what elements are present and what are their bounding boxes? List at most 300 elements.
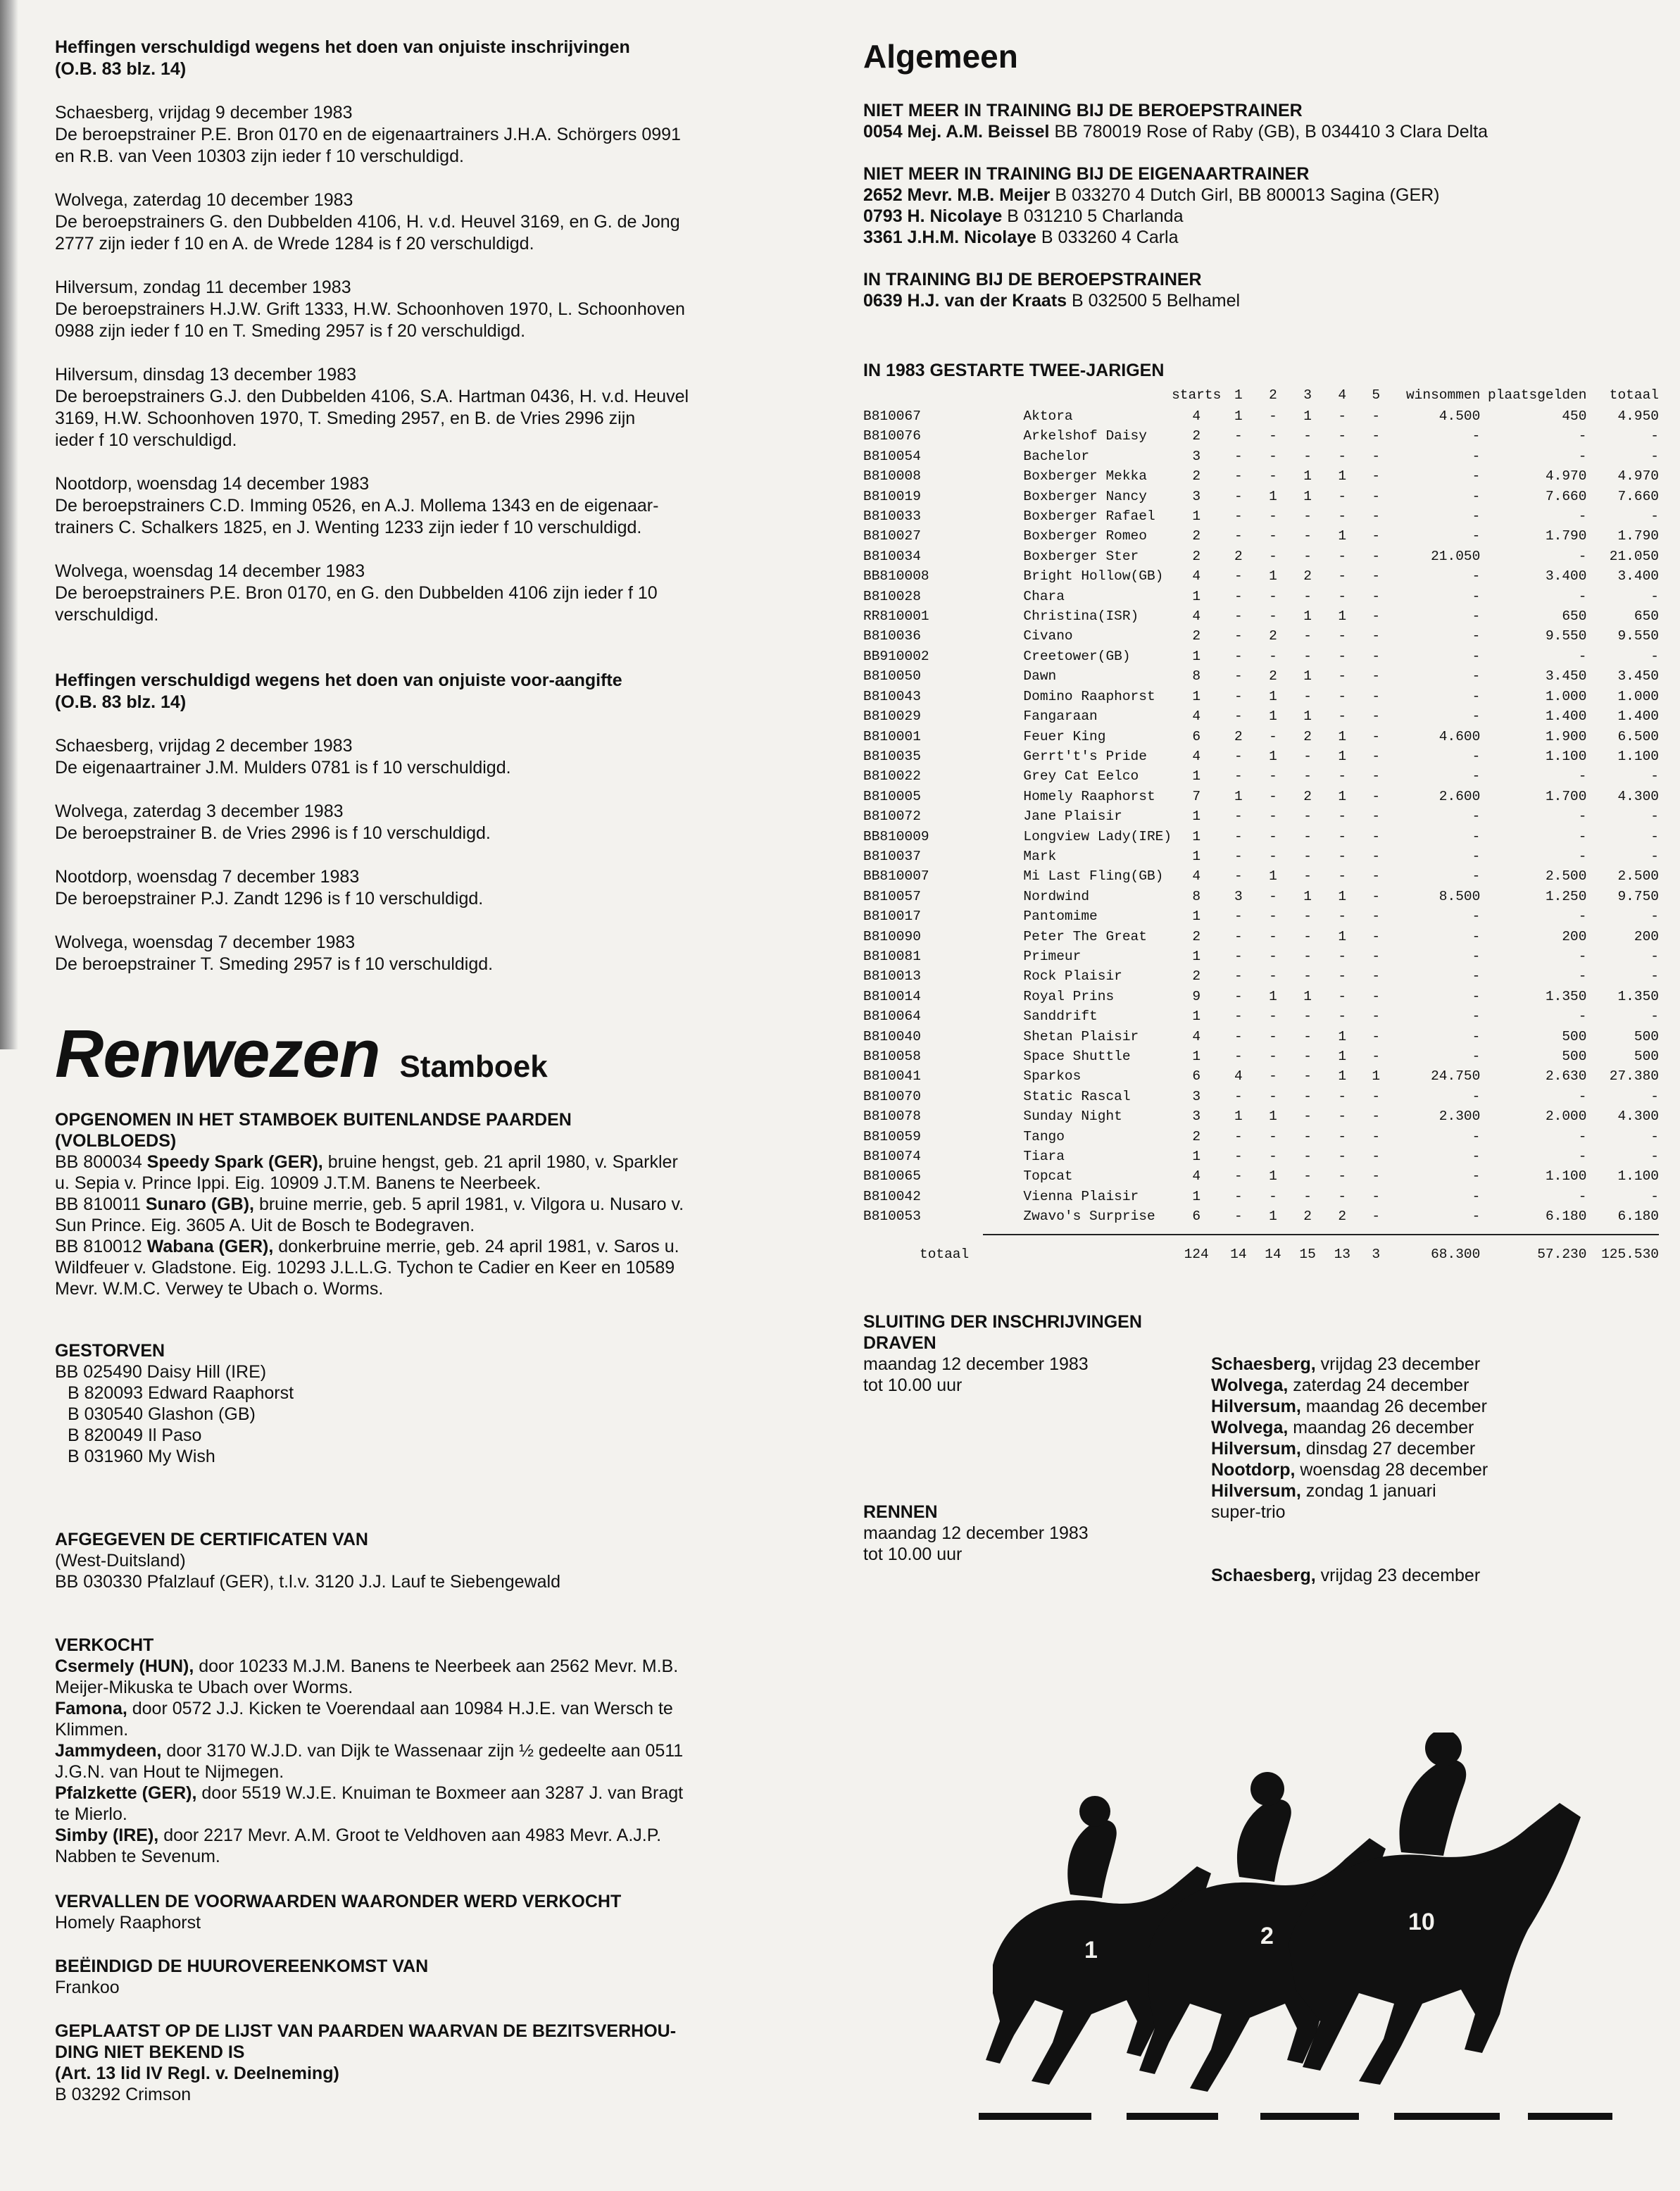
horses-silhouette-group (979, 1733, 1612, 2120)
cell-plaatsgelden: - (1578, 768, 1587, 785)
entry-id: BB 810011 (55, 1194, 141, 1214)
cell-p5: - (1372, 728, 1381, 744)
cell-plaatsgelden: 1.100 (1545, 1168, 1587, 1185)
cell-totaal: - (1650, 588, 1659, 604)
entry-date: Schaesberg, vrijdag 9 december 1983 (55, 103, 353, 123)
table-row (863, 747, 1659, 766)
cell-winsommen: - (1472, 1049, 1481, 1064)
cell-totaal: 2.500 (1617, 868, 1659, 885)
cell-winsommen: - (1472, 628, 1481, 644)
cell-p2: - (1269, 468, 1277, 485)
cell-p4: - (1338, 408, 1347, 424)
meeting-place: Hilversum, (1211, 1480, 1301, 1501)
cell-p5: - (1372, 748, 1381, 764)
cell-plaatsgelden: 2.630 (1545, 1068, 1587, 1085)
cell-name: Primeur (1023, 948, 1082, 964)
entry-line: 3169, H.W. Schoonhoven 1970, T. Smeding 2957, en B. de Vries 2996 zijn (55, 408, 636, 428)
cell-p3: - (1303, 968, 1312, 985)
cell-id: B810065 (863, 1168, 921, 1185)
cell-p5: - (1372, 1109, 1381, 1125)
ground-mark (1394, 2113, 1500, 2120)
cell-p5: - (1372, 968, 1381, 985)
cell-plaatsgelden: 450 (1562, 408, 1587, 424)
jockey-head (1250, 1772, 1284, 1806)
table-row (863, 1106, 1659, 1126)
cell-p4: - (1338, 668, 1347, 685)
cell-name: Static Rascal (1023, 1088, 1131, 1104)
cell-plaatsgelden: - (1578, 909, 1587, 925)
ground-mark (1127, 2113, 1218, 2120)
entry (55, 277, 836, 342)
cell-id: B810037 (863, 848, 921, 864)
cell-p5: - (1372, 488, 1381, 504)
cell-p5: - (1372, 709, 1381, 725)
cell-p1: - (1234, 428, 1243, 444)
cell-starts: 1 (1192, 1149, 1201, 1165)
cell-name: Mark (1023, 848, 1057, 864)
section-beeindigd (55, 1956, 836, 1998)
cell-totaal: 650 (1634, 608, 1659, 625)
saddle-number: 1 (1084, 1937, 1098, 1964)
entry-text: door 10233 M.J.M. Banens te Neerbeek aan 2562 Mevr. M.B. (199, 1656, 679, 1676)
cell-p1: 1 (1234, 408, 1243, 424)
cell-p1: - (1234, 988, 1243, 1004)
cell-name: Mi Last Fling(GB) (1023, 868, 1164, 885)
meeting-place: Schaesberg, (1211, 1565, 1316, 1585)
cell-totaal: - (1650, 968, 1659, 985)
gestorven-line: B 031960 My Wish (68, 1447, 215, 1466)
cell-p1: 2 (1234, 548, 1243, 564)
cell-winsommen: - (1472, 809, 1481, 825)
total-p4: 13 (1334, 1247, 1350, 1263)
col-header-totaal: totaal (1609, 387, 1659, 403)
entry-text: door 3170 W.J.D. van Dijk te Wassenaar zijn ½ gedeelte aan 0511 (166, 1741, 684, 1761)
cell-p3: - (1303, 948, 1312, 964)
cell-starts: 4 (1192, 1028, 1201, 1044)
cell-starts: 3 (1192, 448, 1201, 464)
cell-totaal: 7.660 (1617, 488, 1659, 504)
cell-plaatsgelden: 2.500 (1545, 868, 1587, 885)
cell-p5: - (1372, 1088, 1381, 1104)
cell-totaal: 1.400 (1617, 709, 1659, 725)
stamboek-entry (55, 1236, 836, 1257)
entry-id: BB 800034 (55, 1152, 142, 1172)
binding-shadow (0, 0, 18, 1049)
cell-id: B810036 (863, 628, 921, 644)
cell-plaatsgelden: - (1578, 828, 1587, 844)
cell-p1: - (1234, 628, 1243, 644)
cell-winsommen: - (1472, 428, 1481, 444)
entry-text: door 0572 J.J. Kicken te Voerendaal aan 10984 H.J.E. van Wersch te (132, 1699, 673, 1718)
cell-p5: - (1372, 1149, 1381, 1165)
cell-p4: - (1338, 548, 1347, 564)
meeting-line (1211, 1502, 1648, 1523)
cell-id: B810072 (863, 809, 921, 825)
cell-p3: - (1303, 1149, 1312, 1165)
cell-p1: - (1234, 848, 1243, 864)
cell-p2: - (1269, 1009, 1277, 1025)
total-p3: 15 (1299, 1247, 1316, 1263)
table-row (863, 587, 1659, 606)
meeting-place: Schaesberg, (1211, 1354, 1316, 1374)
cell-id: B810014 (863, 988, 921, 1004)
cell-winsommen: - (1472, 1028, 1481, 1044)
cell-p2: - (1269, 1088, 1277, 1104)
entry-line: De beroepstrainer P.J. Zandt 1296 is f 10 verschuldigd. (55, 889, 484, 909)
sluiting-right (1211, 1311, 1648, 1586)
cell-p5: - (1372, 528, 1381, 544)
entry (55, 364, 836, 451)
cell-p4: 1 (1338, 928, 1347, 944)
cell-p3: - (1303, 1128, 1312, 1144)
table-row (863, 626, 1659, 646)
cell-p2: - (1269, 809, 1277, 825)
section-gestorven (55, 1340, 836, 1467)
cell-p5: - (1372, 508, 1381, 525)
cell-name: Fangaraan (1023, 709, 1098, 725)
cell-starts: 6 (1192, 728, 1201, 744)
horse-name: Pfalzkette (GER), (55, 1783, 197, 1803)
table-row (863, 787, 1659, 806)
cell-p4: 1 (1338, 1049, 1347, 1064)
cell-winsommen: - (1472, 1149, 1481, 1165)
entry-line: trainers C. Schalkers 1825, en J. Wenting 1233 zijn ieder f 10 verschuldigd. (55, 518, 642, 537)
entry-name: Wabana (GER), (146, 1237, 274, 1256)
meeting-place: Nootdorp, (1211, 1459, 1296, 1480)
entry (55, 473, 836, 539)
draven-title: DRAVEN (863, 1332, 936, 1353)
cell-name: Bright Hollow(GB) (1023, 568, 1164, 585)
section-geplaatst (55, 2021, 836, 2105)
meeting-place: Wolvega, (1211, 1375, 1289, 1395)
cell-p5: - (1372, 1188, 1381, 1204)
cell-name: Feuer King (1023, 728, 1106, 744)
horses-text: B 033270 4 Dutch Girl, BB 800013 Sagina (GER) (1055, 185, 1440, 205)
cell-totaal: 1.100 (1617, 1168, 1659, 1185)
cell-totaal: - (1650, 648, 1659, 664)
block-line (863, 185, 1659, 206)
cell-totaal: 3.400 (1617, 568, 1659, 585)
cell-p4: - (1338, 448, 1347, 464)
section-vervallen (55, 1891, 836, 1933)
cell-p2: - (1269, 928, 1277, 944)
cell-id: B810067 (863, 408, 921, 424)
cell-name: Rock Plaisir (1023, 968, 1122, 985)
cell-id: BB810008 (863, 568, 929, 585)
total-totaal: 125.530 (1601, 1247, 1659, 1263)
draven-date: maandag 12 december 1983 (863, 1354, 1089, 1374)
cell-p4: - (1338, 488, 1347, 504)
cell-p2: - (1269, 948, 1277, 964)
cell-p5: - (1372, 448, 1381, 464)
cell-p4: - (1338, 848, 1347, 864)
cell-p3: - (1303, 828, 1312, 844)
cell-winsommen: - (1472, 748, 1481, 764)
cell-totaal: 3.450 (1617, 668, 1659, 685)
cell-p2: 1 (1269, 1168, 1277, 1185)
cell-totaal: 500 (1634, 1049, 1659, 1064)
cell-p3: - (1303, 868, 1312, 885)
section-title-cont: (VOLBLOEDS) (55, 1131, 177, 1151)
cell-p5: 1 (1372, 1068, 1381, 1085)
total-id: totaal (920, 1247, 970, 1263)
cell-id: B810005 (863, 788, 921, 804)
cell-id: B810028 (863, 588, 921, 604)
algemeen-title: Algemeen (863, 38, 1018, 75)
cell-id: BB810009 (863, 828, 929, 844)
cell-p2: 2 (1269, 628, 1277, 644)
entry-text: donkerbruine merrie, geb. 24 april 1981, v. Saros u. (278, 1237, 679, 1256)
verkocht-line: J.G.N. van Hout te Nijmegen. (55, 1762, 284, 1782)
horses-text: B 032500 5 Belhamel (1072, 291, 1241, 311)
cell-totaal: - (1650, 1128, 1659, 1144)
entry-date: Wolvega, woensdag 14 december 1983 (55, 561, 365, 581)
cell-name: Civano (1023, 628, 1073, 644)
cell-id: B810035 (863, 748, 921, 764)
cell-totaal: - (1650, 809, 1659, 825)
cell-plaatsgelden: 3.450 (1545, 668, 1587, 685)
entry (55, 866, 836, 910)
cell-starts: 1 (1192, 688, 1201, 704)
cell-winsommen: 8.500 (1438, 888, 1481, 904)
cell-p4: - (1338, 809, 1347, 825)
cell-p3: - (1303, 448, 1312, 464)
meeting-date: zaterdag 24 december (1293, 1375, 1469, 1395)
cell-starts: 4 (1192, 568, 1201, 585)
cell-plaatsgelden: 200 (1562, 928, 1587, 944)
entry-date: Nootdorp, woensdag 7 december 1983 (55, 867, 360, 887)
cell-name: Topcat (1023, 1168, 1073, 1185)
entry-text: bruine merrie, geb. 5 april 1981, v. Vilgora u. Nusaro v. (258, 1194, 684, 1214)
table-total-row (863, 1227, 1659, 1268)
jockey-silhouette (1399, 1760, 1466, 1856)
cell-p4: - (1338, 709, 1347, 725)
cell-p1: - (1234, 1009, 1243, 1025)
table-row (863, 947, 1659, 966)
afgegeven-line: BB 030330 Pfalzlauf (GER), t.l.v. 3120 J.J. Lauf te Siebengewald (55, 1572, 561, 1592)
cell-name: Sanddrift (1023, 1009, 1098, 1025)
cell-p1: - (1234, 1028, 1243, 1044)
cell-id: B810058 (863, 1049, 921, 1064)
section-title: GEPLAATST OP DE LIJST VAN PAARDEN WAARVAN DE BEZITSVERHOU- (55, 2021, 677, 2041)
cell-p2: 1 (1269, 988, 1277, 1004)
meeting-line (1211, 1396, 1648, 1417)
cell-winsommen: - (1472, 928, 1481, 944)
cell-winsommen: - (1472, 988, 1481, 1004)
cell-p1: - (1234, 688, 1243, 704)
cell-totaal: - (1650, 768, 1659, 785)
entry-line: De beroepstrainers G.J. den Dubbelden 4106, S.A. Hartman 0436, H. v.d. Heuvel (55, 387, 689, 406)
cell-p4: 1 (1338, 608, 1347, 625)
meeting-line (1211, 1417, 1648, 1438)
verkocht-line: Nabben te Sevenum. (55, 1847, 220, 1866)
cell-p4: - (1338, 568, 1347, 585)
table-header-row (863, 384, 1659, 406)
cell-plaatsgelden: - (1578, 508, 1587, 525)
col-header-2: 2 (1269, 387, 1277, 403)
meeting-line (1211, 1459, 1648, 1480)
cell-id: B810019 (863, 488, 921, 504)
cell-p2: 1 (1269, 568, 1277, 585)
cell-p3: - (1303, 809, 1312, 825)
cell-name: Boxberger Mekka (1023, 468, 1147, 485)
cell-winsommen: - (1472, 688, 1481, 704)
cell-starts: 1 (1192, 508, 1201, 525)
cell-name: Creetower(GB) (1023, 648, 1131, 664)
sluiting-section (863, 1311, 1652, 1607)
cell-name: Dawn (1023, 668, 1057, 685)
col-header-winsommen: winsommen (1405, 387, 1481, 403)
meeting-line (1211, 1438, 1648, 1459)
cell-p5: - (1372, 788, 1381, 804)
cell-p2: - (1269, 968, 1277, 985)
cell-p5: - (1372, 468, 1381, 485)
table-row (863, 1206, 1659, 1226)
cell-starts: 7 (1192, 788, 1201, 804)
meeting-date: dinsdag 27 december (1305, 1438, 1476, 1459)
cell-p4: - (1338, 588, 1347, 604)
cell-p4: - (1338, 948, 1347, 964)
cell-p2: - (1269, 848, 1277, 864)
cell-winsommen: - (1472, 608, 1481, 625)
cell-winsommen: - (1472, 528, 1481, 544)
cell-id: B810033 (863, 508, 921, 525)
table-row (863, 966, 1659, 986)
entry-date: Nootdorp, woensdag 14 december 1983 (55, 474, 370, 494)
table-row (863, 647, 1659, 666)
cell-p3: - (1303, 1109, 1312, 1125)
cell-p2: 1 (1269, 868, 1277, 885)
cell-p4: - (1338, 909, 1347, 925)
cell-p2: - (1269, 548, 1277, 564)
cell-winsommen: - (1472, 668, 1481, 685)
cell-starts: 1 (1192, 1188, 1201, 1204)
cell-p5: - (1372, 1209, 1381, 1225)
sluiting-left (863, 1311, 1208, 1565)
table-body (863, 406, 1659, 1268)
cell-p4: - (1338, 968, 1347, 985)
entry-line: en R.B. van Veen 10303 zijn ieder f 10 verschuldigd. (55, 146, 464, 166)
cell-p2: - (1269, 1128, 1277, 1144)
table-row (863, 1087, 1659, 1106)
cell-name: Homely Raaphorst (1023, 788, 1155, 804)
cell-p2: - (1269, 428, 1277, 444)
table-row (863, 806, 1659, 826)
cell-p2: 1 (1269, 488, 1277, 504)
col-header-starts: starts (1172, 387, 1222, 403)
cell-p3: - (1303, 548, 1312, 564)
col-header-1: 1 (1234, 387, 1243, 403)
entry (55, 801, 836, 844)
section-ref: (O.B. 83 blz. 14) (55, 59, 187, 79)
entry-date: Hilversum, zondag 11 december 1983 (55, 277, 351, 297)
cell-p2: - (1269, 1049, 1277, 1064)
entry-line: De eigenaartrainer J.M. Mulders 0781 is f 10 verschuldigd. (55, 758, 511, 778)
stamboek-entry-line: Sun Prince. Eig. 3605 A. Uit de Bosch te Bodegraven. (55, 1216, 475, 1235)
verkocht-line: te Mierlo. (55, 1804, 127, 1824)
table-row (863, 566, 1659, 586)
cell-starts: 2 (1192, 928, 1201, 944)
section-title: AFGEGEVEN DE CERTIFICATEN VAN (55, 1530, 368, 1549)
cell-winsommen: - (1472, 848, 1481, 864)
table-row (863, 987, 1659, 1006)
cell-p2: - (1269, 1068, 1277, 1085)
cell-starts: 4 (1192, 608, 1201, 625)
stamboek-entry (55, 1194, 836, 1215)
cell-winsommen: 2.300 (1438, 1109, 1481, 1125)
total-name (1023, 1227, 1172, 1268)
cell-p3: - (1303, 1088, 1312, 1104)
cell-p3: 2 (1303, 568, 1312, 585)
cell-p2: - (1269, 828, 1277, 844)
table-row (863, 1147, 1659, 1166)
cell-p4: - (1338, 1109, 1347, 1125)
cell-plaatsgelden: - (1578, 648, 1587, 664)
cell-p5: - (1372, 828, 1381, 844)
cell-id: B810074 (863, 1149, 921, 1165)
cell-p4: - (1338, 628, 1347, 644)
cell-plaatsgelden: 1.350 (1545, 988, 1587, 1004)
cell-plaatsgelden: 3.400 (1545, 568, 1587, 585)
cell-winsommen: - (1472, 1009, 1481, 1025)
block-title: NIET MEER IN TRAINING BIJ DE EIGENAARTRAINER (863, 164, 1310, 184)
cell-p1: - (1234, 828, 1243, 844)
cell-starts: 1 (1192, 768, 1201, 785)
cell-totaal: - (1650, 448, 1659, 464)
cell-p4: - (1338, 768, 1347, 785)
cell-p3: - (1303, 1168, 1312, 1185)
total-rule (983, 1234, 1659, 1235)
cell-plaatsgelden: 500 (1562, 1049, 1587, 1064)
section-title: BEËINDIGD DE HUUROVEREENKOMST VAN (55, 1956, 429, 1976)
cell-plaatsgelden: - (1578, 1009, 1587, 1025)
gestorven-line: B 030540 Glashon (GB) (68, 1404, 256, 1424)
cell-winsommen: - (1472, 1128, 1481, 1144)
cell-p2: - (1269, 888, 1277, 904)
cell-p2: - (1269, 508, 1277, 525)
meeting-date: zondag 1 januari (1305, 1480, 1436, 1501)
cell-starts: 6 (1192, 1209, 1201, 1225)
section-title: GESTORVEN (55, 1341, 165, 1361)
cell-p2: - (1269, 448, 1277, 464)
horses-text: B 033260 4 Carla (1041, 227, 1179, 247)
cell-plaatsgelden: 1.250 (1545, 888, 1587, 904)
cell-p3: - (1303, 1028, 1312, 1044)
training-block (863, 100, 1659, 142)
cell-p1: 4 (1234, 1068, 1243, 1085)
entry-date: Wolvega, zaterdag 3 december 1983 (55, 801, 344, 821)
cell-p2: 1 (1269, 748, 1277, 764)
cell-starts: 3 (1192, 488, 1201, 504)
cell-p3: 2 (1303, 788, 1312, 804)
table-row (863, 1027, 1659, 1047)
cell-winsommen: - (1472, 1088, 1481, 1104)
cell-winsommen: - (1472, 968, 1481, 985)
cell-p3: - (1303, 848, 1312, 864)
total-plaatsgelden: 57.230 (1537, 1247, 1587, 1263)
cell-p2: - (1269, 909, 1277, 925)
sluiting-title: SLUITING DER INSCHRIJVINGEN (863, 1311, 1142, 1332)
cell-totaal: - (1650, 909, 1659, 925)
cell-winsommen: - (1472, 948, 1481, 964)
cell-p3: - (1303, 768, 1312, 785)
section-title: OPGENOMEN IN HET STAMBOEK BUITENLANDSE PAARDEN (55, 1110, 572, 1130)
entry (55, 189, 836, 255)
table-row (863, 426, 1659, 446)
cell-starts: 1 (1192, 828, 1201, 844)
cell-plaatsgelden: - (1578, 548, 1587, 564)
cell-winsommen: - (1472, 508, 1481, 525)
